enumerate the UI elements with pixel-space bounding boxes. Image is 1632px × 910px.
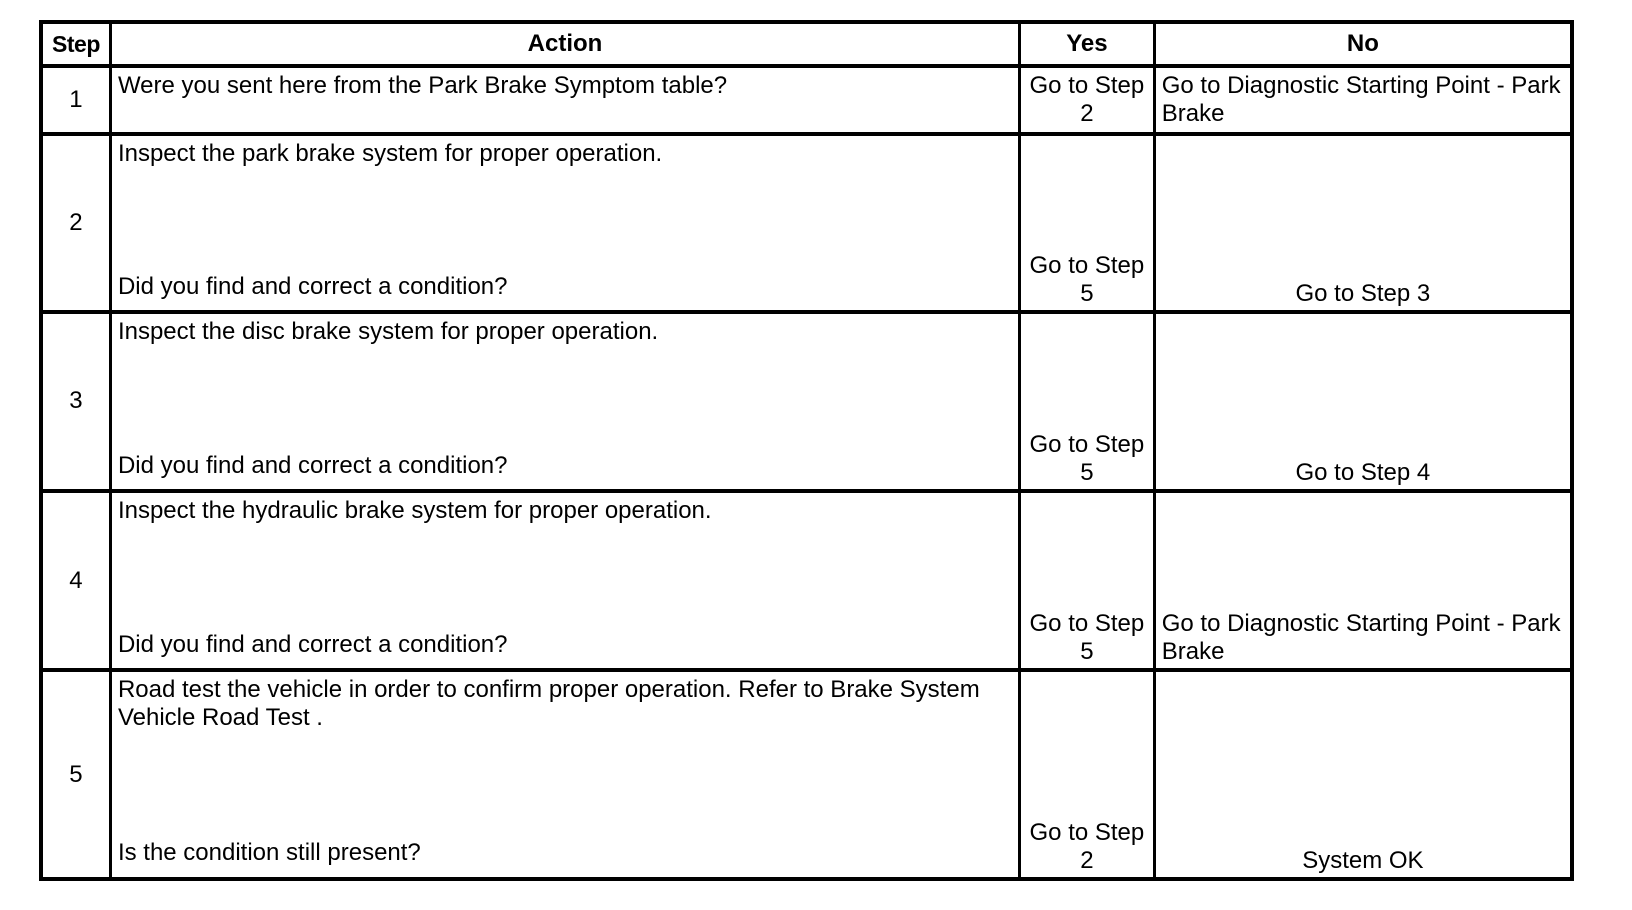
yes-label: Go to Step [1029, 819, 1145, 846]
yes-label: Go to Step [1029, 610, 1145, 638]
header-row [41, 22, 1572, 66]
table-row-step-1 [41, 66, 1572, 134]
action-cell [110, 491, 1019, 670]
no-cell: Go to Step 4 [1154, 312, 1572, 491]
yes-step-number: 2 [1080, 847, 1094, 874]
action-cell [110, 134, 1019, 312]
yes-cell [1020, 312, 1155, 491]
header-no: No [1154, 22, 1572, 66]
yes-cell [1020, 491, 1155, 670]
action-question: Did you find and correct a condition? [117, 272, 508, 300]
yes-step-number: 2 [1080, 100, 1094, 127]
no-cell: System OK [1154, 670, 1572, 879]
action-question: Did you find and correct a condition? [117, 451, 508, 479]
yes-label: Go to Step [1029, 251, 1145, 279]
action-text: Inspect the hydraulic brake system for proper operation. [117, 497, 712, 524]
action-question: Did you find and correct a condition? [117, 631, 508, 658]
action-cell [110, 66, 1019, 134]
header-step: Step [41, 22, 110, 66]
action-cell [110, 670, 1019, 879]
action-text: Road test the vehicle in order to confirm proper operation. Refer to Brake System Vehicle Road Test . [117, 676, 980, 732]
yes-step-number: 5 [1080, 279, 1094, 307]
yes-label: Go to Step [1029, 431, 1145, 458]
no-cell: Go to Step 3 [1154, 134, 1572, 312]
yes-step-number: 5 [1080, 638, 1094, 666]
yes-label: Go to Step [1029, 72, 1145, 99]
action-cell [110, 312, 1019, 491]
step-number: 2 [41, 134, 110, 312]
step-number: 3 [41, 312, 110, 491]
table-row-step-3 [41, 312, 1572, 491]
step-number: 1 [41, 66, 110, 134]
action-text: Inspect the park brake system for proper operation. [117, 139, 663, 167]
no-cell: Go to Diagnostic Starting Point - Park Brake [1154, 66, 1572, 134]
header-yes: Yes [1020, 22, 1155, 66]
step-number: 5 [41, 670, 110, 879]
yes-cell [1020, 66, 1155, 134]
yes-cell [1020, 670, 1155, 879]
table-row-step-2 [41, 134, 1572, 312]
action-question: Is the condition still present? [117, 839, 421, 867]
table-row-step-4 [41, 491, 1572, 670]
header-action: Action [110, 22, 1019, 66]
step-number: 4 [41, 491, 110, 670]
action-text: Were you sent here from the Park Brake Symptom table? [117, 72, 728, 99]
yes-cell [1020, 134, 1155, 312]
diagnostic-table [39, 20, 1574, 881]
action-text: Inspect the disc brake system for proper operation. [117, 317, 659, 345]
no-cell: Go to Diagnostic Starting Point - Park Brake [1154, 491, 1572, 670]
table-row-step-5 [41, 670, 1572, 879]
yes-step-number: 5 [1080, 459, 1094, 486]
